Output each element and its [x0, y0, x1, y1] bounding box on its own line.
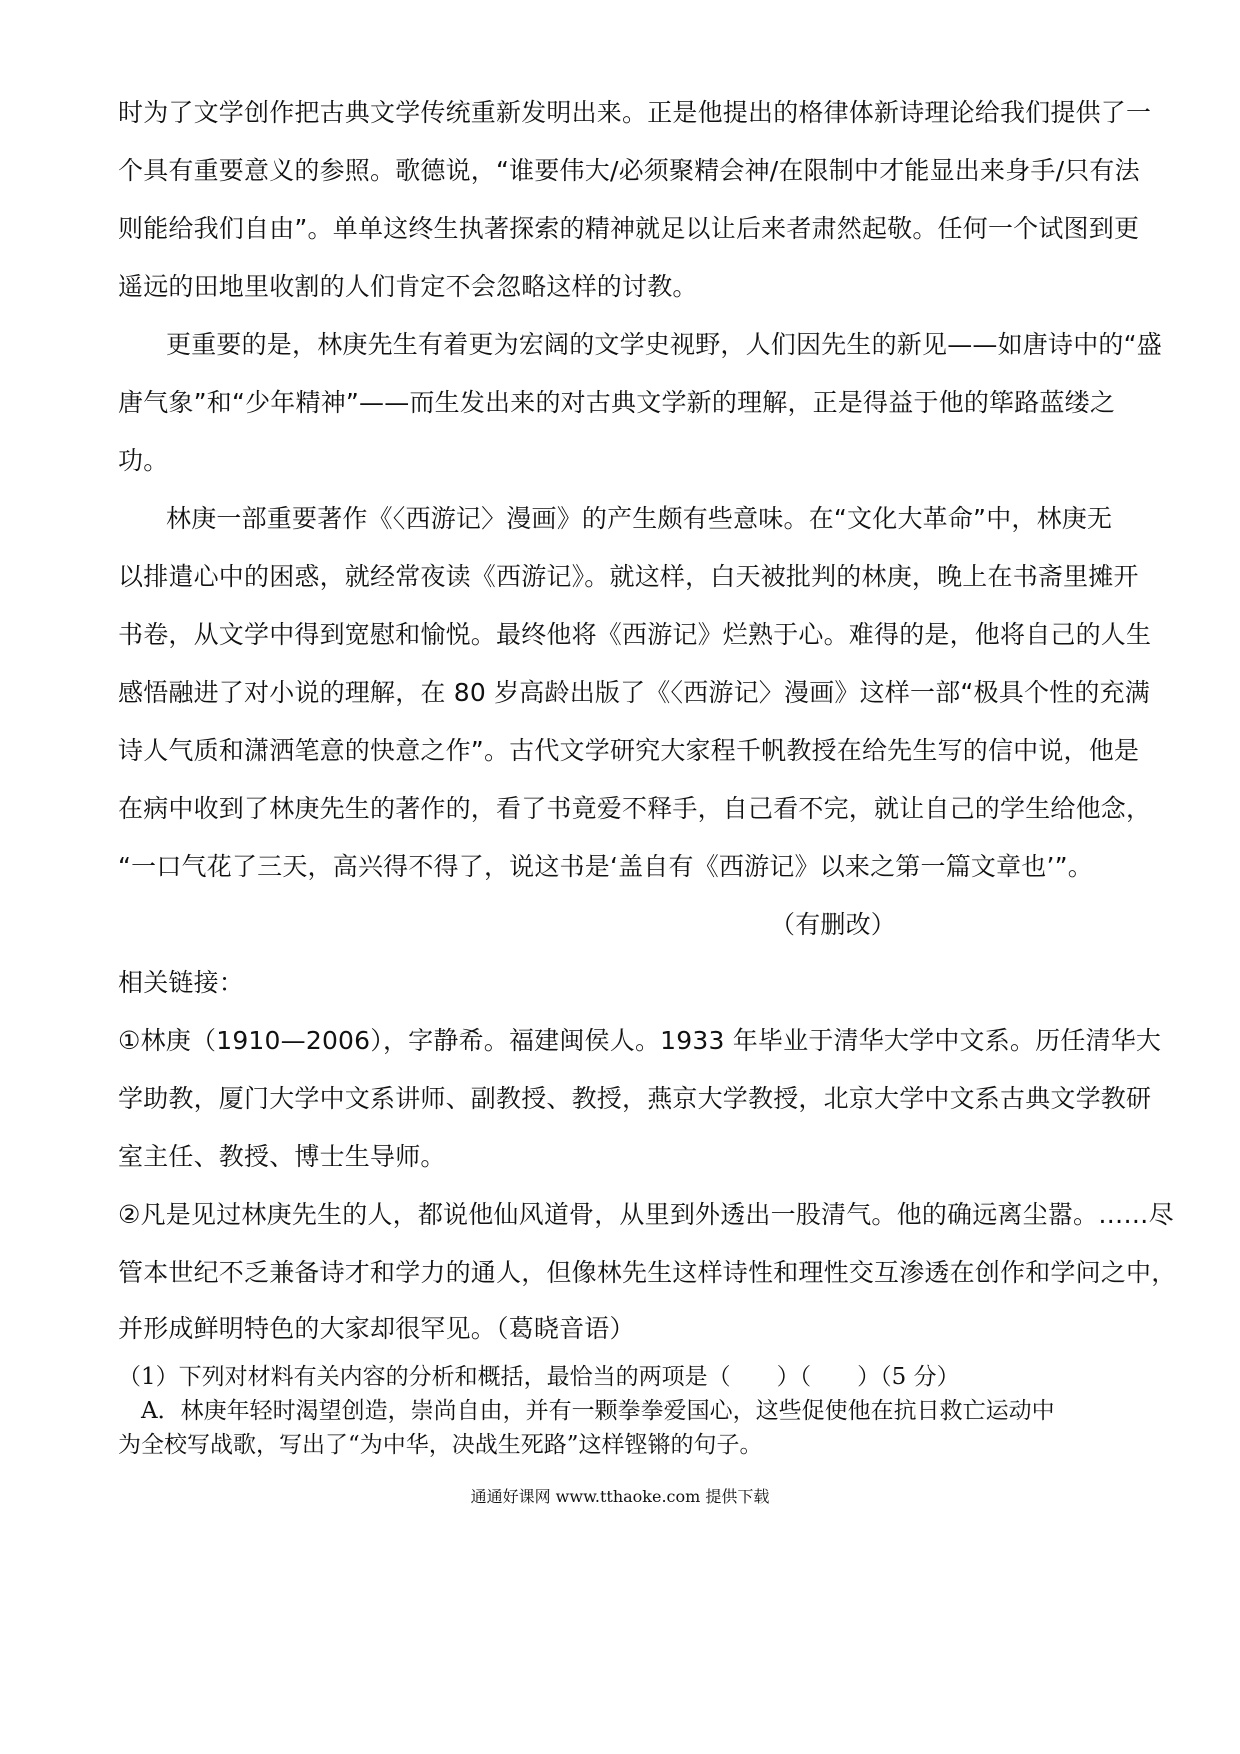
passage-p3-line-5: 诗人气质和潇洒笔意的快意之作”。古代文学研究大家程千帆教授在给先生写的信中说，他是 — [118, 736, 1140, 765]
source-note: （有删改） — [770, 910, 897, 939]
links-item1-line-3: 室主任、教授、博士生导师。 — [118, 1142, 446, 1171]
passage-p3-line-4: 感悟融进了对小说的理解，在 80 岁高龄出版了《〈西游记〉漫画》这样一部“极具个性的充满 — [118, 678, 1150, 707]
links-heading: 相关链接： — [118, 968, 245, 997]
passage-p1-line-4: 遥远的田地里收割的人们肯定不会忽略这样的讨教。 — [118, 272, 698, 301]
question-option-a-line-1: A．林庚年轻时渴望创造，崇尚自由，并有一颗拳拳爱国心，这些促使他在抗日救亡运动中 — [118, 1398, 1055, 1424]
links-item1-line-1: ①林庚（1910—2006），字静希。福建闽侯人。1933 年毕业于清华大学中文系。历任清华大 — [118, 1026, 1162, 1055]
links-item2-line-2: 管本世纪不乏兼备诗才和学力的通人，但像林先生这样诗性和理性交互渗透在创作和学问之中， — [118, 1258, 1177, 1287]
passage-p2-line-2: 唐气象”和“少年精神”——而生发出来的对古典文学新的理解，正是得益于他的筚路蓝缕之 — [118, 388, 1116, 417]
passage-p1-line-3: 则能给我们自由”。单单这终生执著探索的精神就足以让后来者肃然起敬。任何一个试图到更 — [118, 214, 1140, 243]
links-item2-line-3: 并形成鲜明特色的大家却很罕见。（葛晓音语） — [118, 1314, 635, 1343]
question-stem: （1）下列对材料有关内容的分析和概括，最恰当的两项是（ ）（ ）（5 分） — [118, 1364, 960, 1390]
links-item2-line-1: ②凡是见过林庚先生的人，都说他仙风道骨，从里到外透出一股清气。他的确远离尘嚣。……尽 — [118, 1200, 1174, 1229]
passage-p2-line-1: 更重要的是，林庚先生有着更为宏阔的文学史视野，人们因先生的新见——如唐诗中的“盛 — [166, 330, 1162, 359]
question-option-a-line-2: 为全校写战歌，写出了“为中华，决战生死路”这样铿锵的句子。 — [118, 1432, 763, 1458]
passage-p3-line-2: 以排遣心中的困惑，就经常夜读《西游记》。就这样，白天被批判的林庚，晚上在书斋里摊开 — [118, 562, 1139, 591]
passage-p1-line-1: 时为了文学创作把古典文学传统重新发明出来。正是他提出的格律体新诗理论给我们提供了一 — [118, 98, 1152, 127]
passage-p3-line-7: “一口气花了三天，高兴得不得了，说这书是‘盖自有《西游记》以来之第一篇文章也’”。 — [118, 852, 1094, 881]
passage-p3-line-1: 林庚一部重要著作《〈西游记〉漫画》的产生颇有些意味。在“文化大革命”中，林庚无 — [166, 504, 1113, 533]
page-footer: 通通好课网 www.tthaoke.com 提供下载 — [470, 1487, 770, 1506]
links-item1-line-2: 学助教，厦门大学中文系讲师、副教授、教授，燕京大学教授，北京大学中文系古典文学教研 — [118, 1084, 1152, 1113]
passage-p3-line-3: 书卷，从文学中得到宽慰和愉悦。最终他将《西游记》烂熟于心。难得的是，他将自己的人生 — [118, 620, 1152, 649]
passage-p3-line-6: 在病中收到了林庚先生的著作的，看了书竟爱不释手，自己看不完，就让自己的学生给他念， — [118, 794, 1152, 823]
passage-p2-line-3: 功。 — [118, 446, 169, 475]
passage-p1-line-2: 个具有重要意义的参照。歌德说，“谁要伟大/必须聚精会神/在限制中才能显出来身手/只有法 — [118, 156, 1140, 185]
